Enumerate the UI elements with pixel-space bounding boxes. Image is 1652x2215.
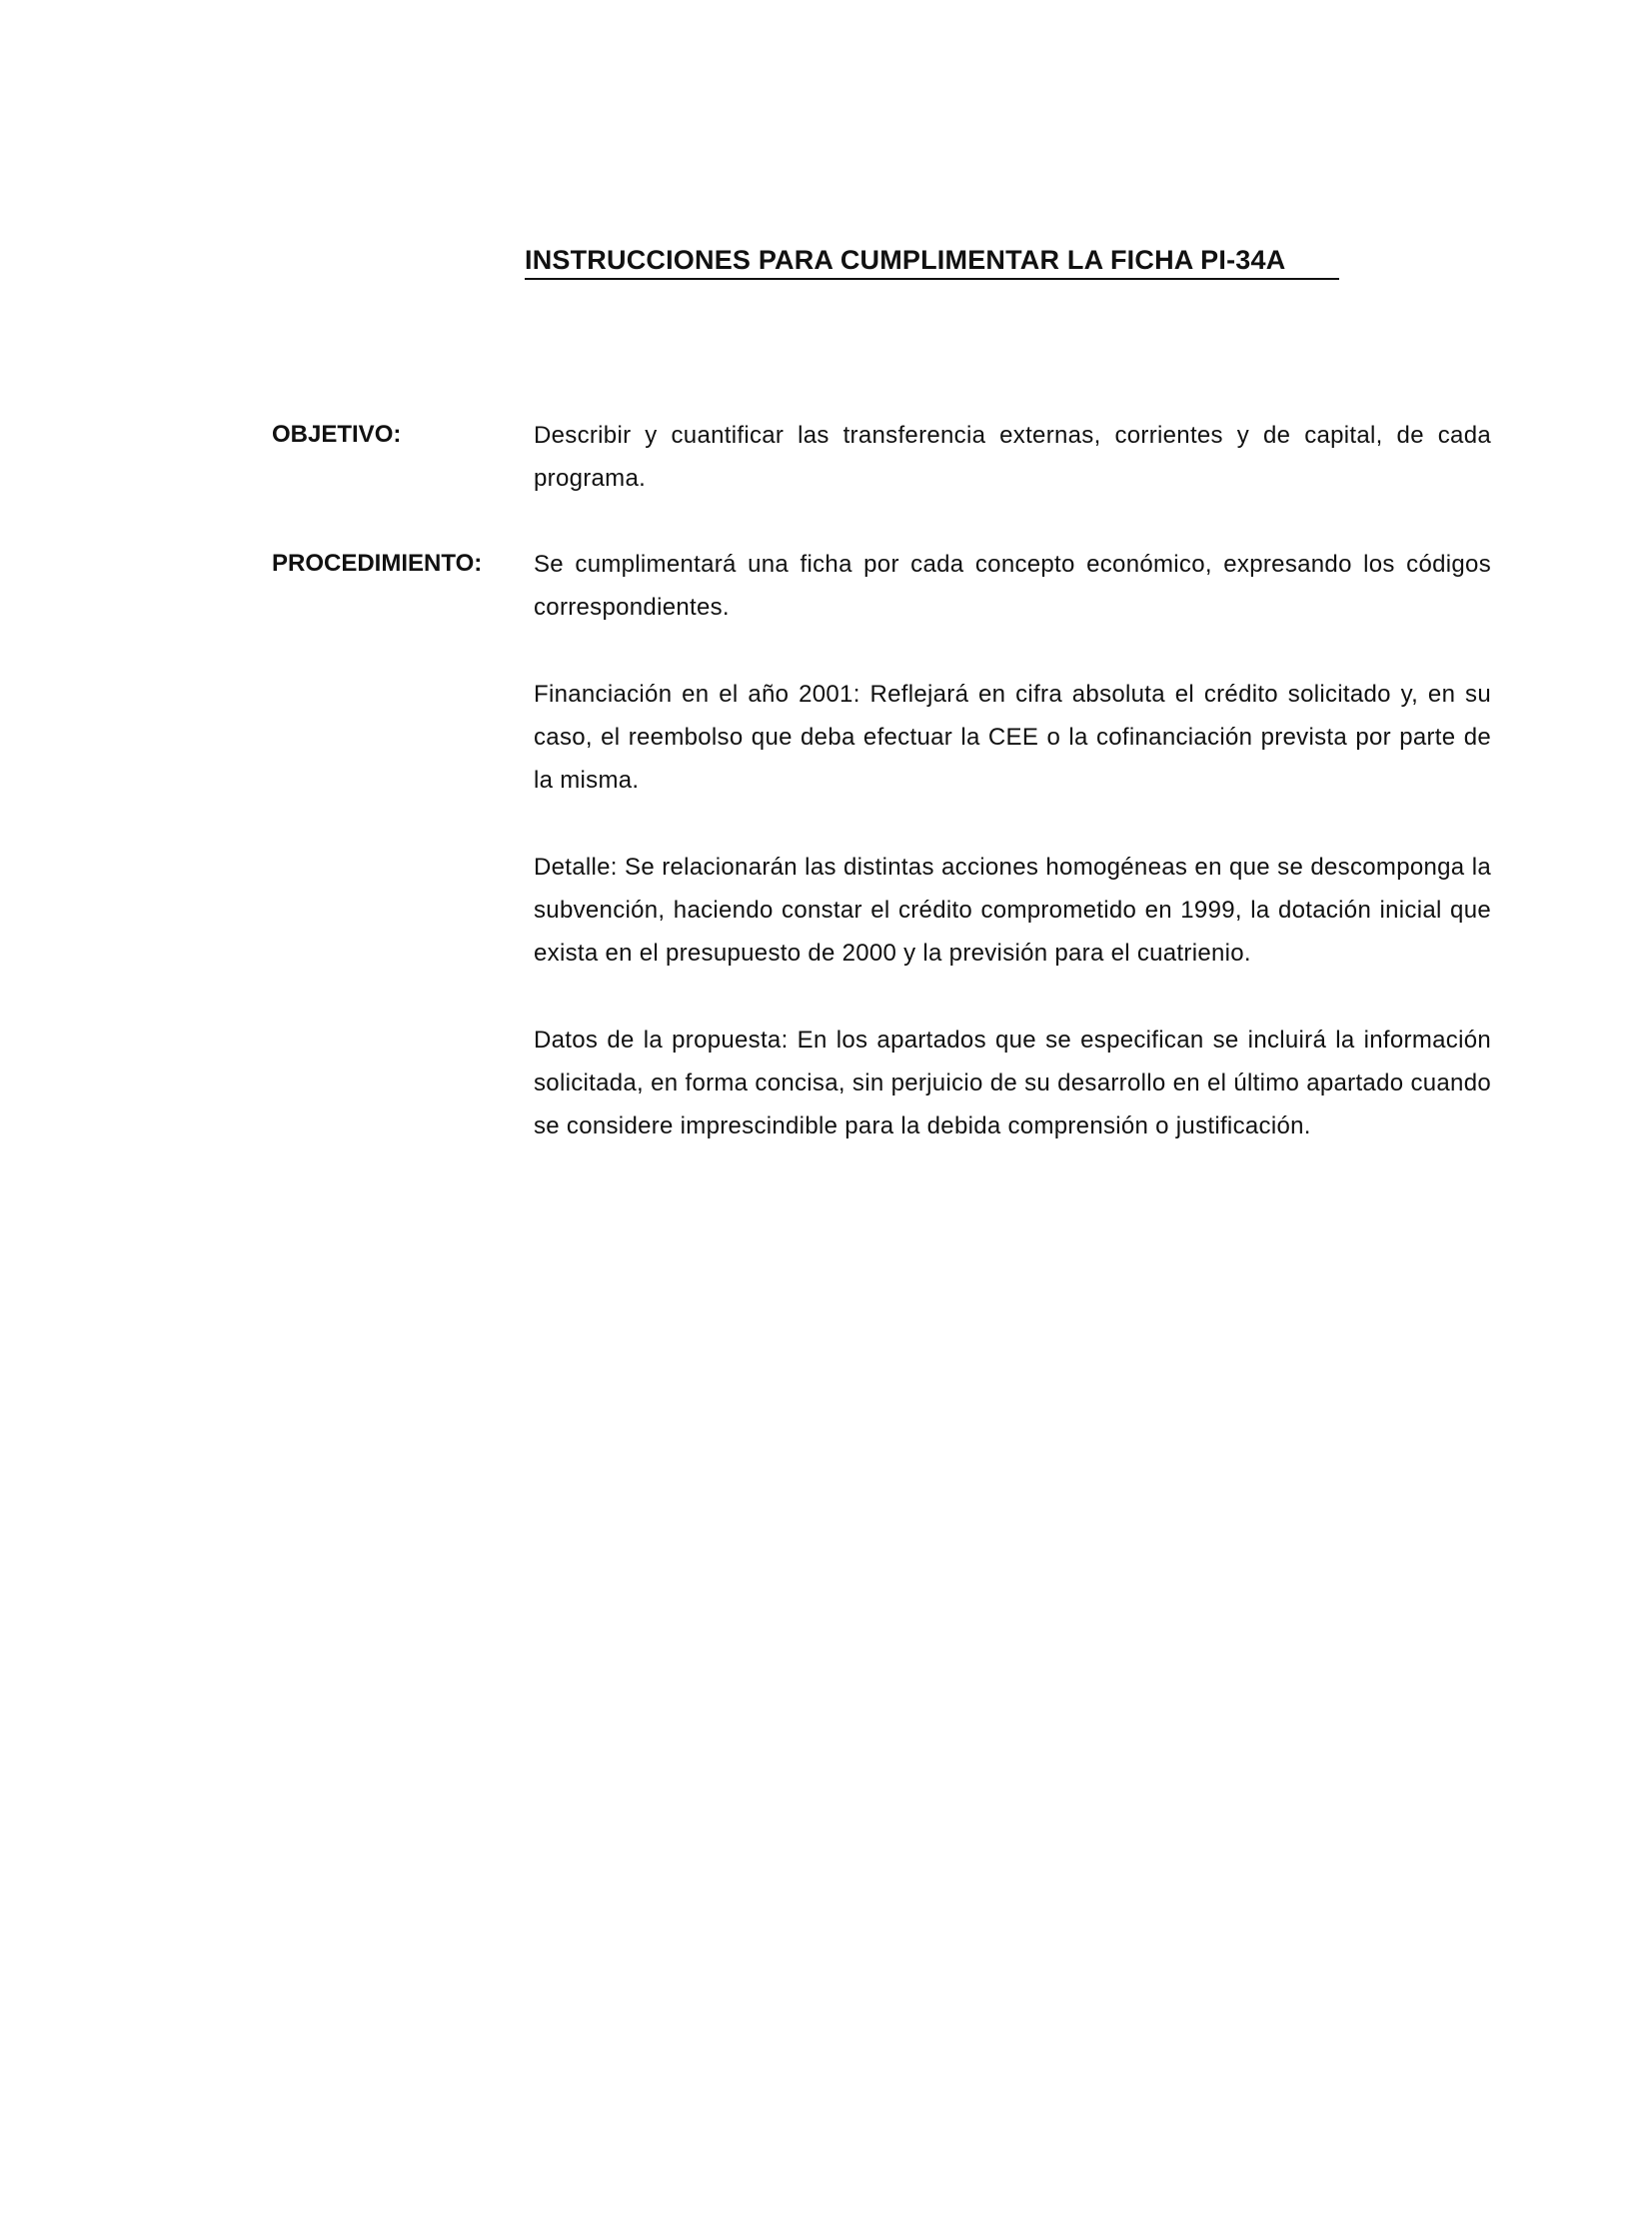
objetivo-paragraph: Describir y cuantificar las transferencia externas, corrientes y de capital, de cada programa.: [534, 422, 1491, 492]
document-title: INSTRUCCIONES PARA CUMPLIMENTAR LA FICHA PI-34A: [525, 245, 1339, 280]
objetivo-text: [534, 414, 1491, 544]
procedimiento-paragraph-codigos: Se cumplimentará una ficha por cada concepto económico, expresando los códigos correspondientes.: [534, 551, 1491, 621]
procedimiento-label: PROCEDIMIENTO:: [272, 550, 483, 577]
procedimiento-paragraph-financiacion: Financiación en el año 2001: Reflejará en cifra absoluta el crédito solicitado y, en su caso, el reembolso que deba efectuar la CEE o la cofinanciación prevista por parte de la misma.: [534, 681, 1491, 794]
procedimiento-text: [534, 543, 1491, 1191]
objetivo-label: OBJETIVO:: [272, 421, 402, 448]
procedimiento-paragraph-datos-propuesta: Datos de la propuesta: En los apartados que se especifican se incluirá la información solicitada, en forma concisa, sin perjuicio de su desarrollo en el último apartado cuando se considere imprescindible para la debida comprensión o justificación.: [534, 1027, 1491, 1139]
procedimiento-paragraph-detalle: Detalle: Se relacionarán las distintas acciones homogéneas en que se descomponga la subvención, haciendo constar el crédito comprometido en 1999, la dotación inicial que exista en el presupuesto de 2000 y la previsión para el cuatrienio.: [534, 854, 1491, 967]
